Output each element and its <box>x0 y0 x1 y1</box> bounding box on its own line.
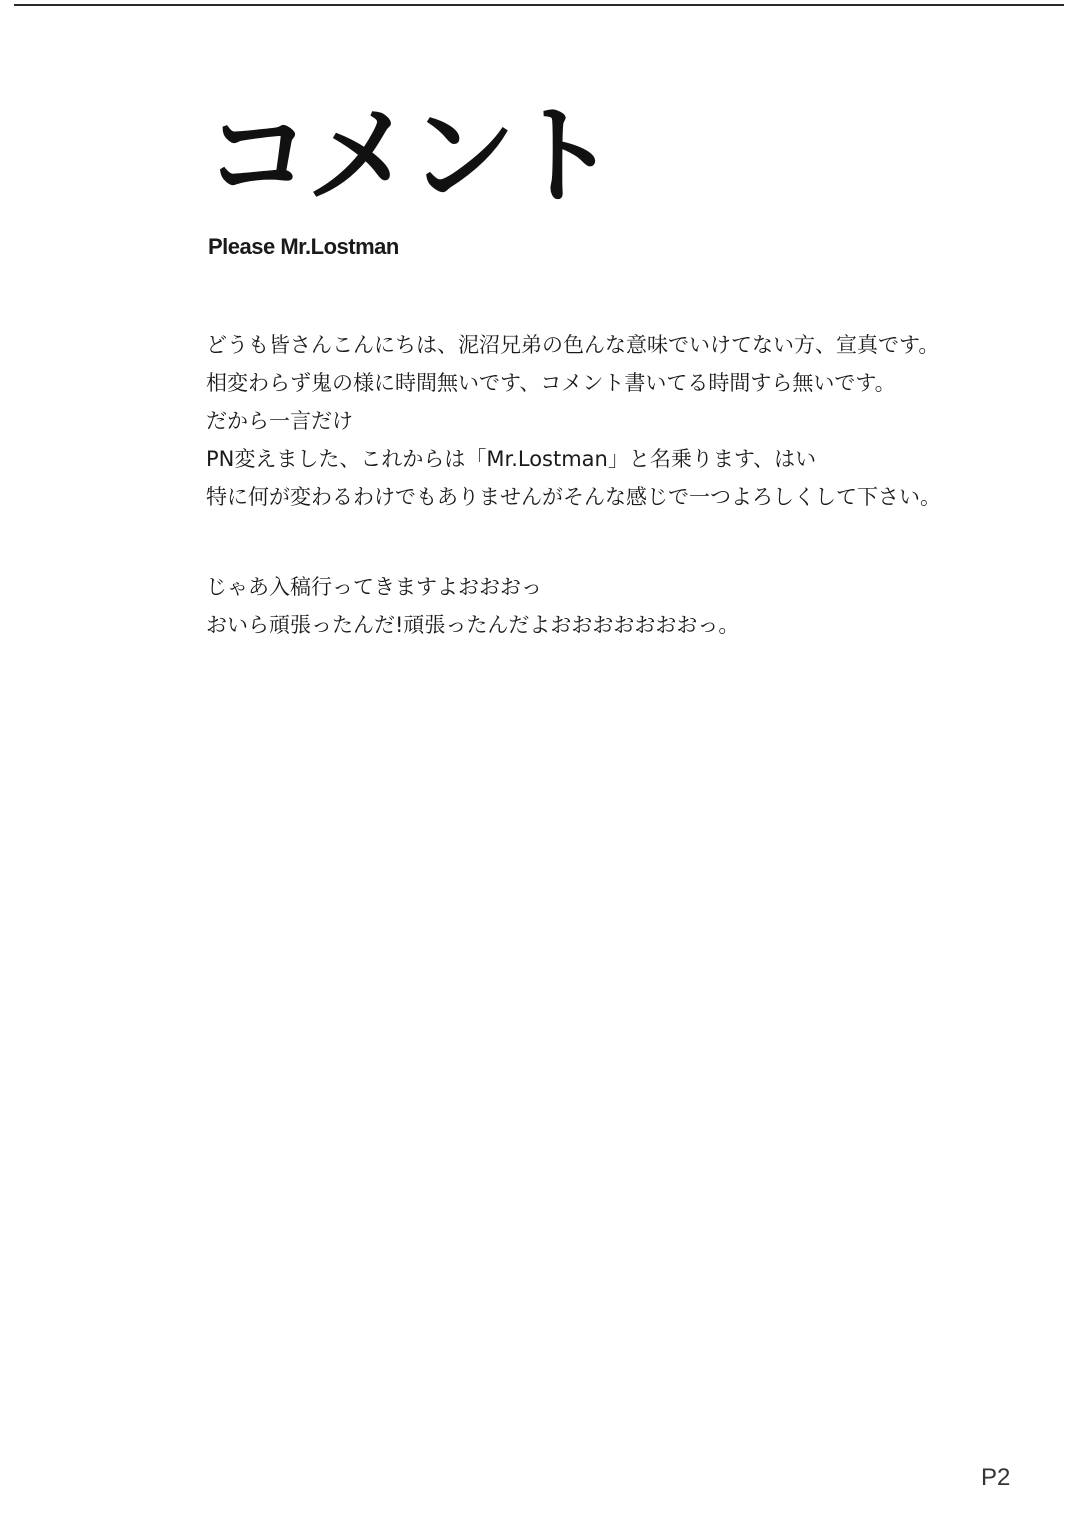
top-rule <box>14 4 1064 6</box>
page-number: P2 <box>981 1464 1011 1491</box>
text-line: 相変わらず鬼の様に時間無いです、コメント書いてる時間すら無いです。 <box>206 371 896 395</box>
text-line: じゃあ入稿行ってきますよおおおっ <box>206 575 542 599</box>
paragraph-spacer <box>206 516 1006 568</box>
page-subtitle: Please Mr.Lostman <box>208 234 399 259</box>
paragraph <box>206 568 1006 644</box>
text-line: どうも皆さんこんにちは、泥沼兄弟の色んな意味でいけてない方、宣真です。 <box>206 333 940 357</box>
text-line: だから一言だけ <box>206 409 353 433</box>
text-line: 特に何が変わるわけでもありませんがそんな感じで一つよろしくして下さい。 <box>206 485 941 509</box>
text-line: おいら頑張ったんだ!頑張ったんだよおおおおおおおっ。 <box>206 613 740 637</box>
paragraph <box>206 326 1006 516</box>
text-line: PN変えました、これからは「Mr.Lostman」と名乗ります、はい <box>206 447 817 471</box>
page-title: コメント <box>204 94 613 219</box>
comment-body <box>206 326 1006 644</box>
